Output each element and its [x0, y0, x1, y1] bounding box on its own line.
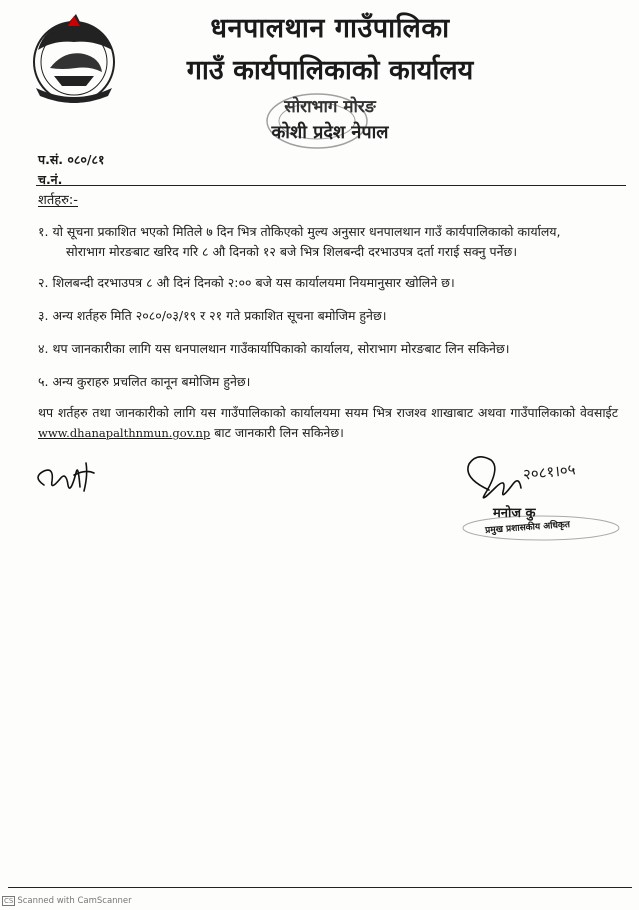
- footer-divider: [8, 887, 632, 888]
- office-name: गाउँ कार्यपालिकाको कार्यालय: [186, 55, 474, 86]
- letter-number: प.सं. ०८०/८१: [38, 152, 105, 167]
- condition-item: [38, 372, 608, 392]
- address-line-2: कोशी प्रदेश नेपाल: [271, 122, 389, 143]
- signature-date: २०८१।०५: [522, 460, 577, 484]
- signer-title: प्रमुख प्रशासकीय अधिकृत: [484, 520, 571, 536]
- condition-item: [38, 222, 608, 262]
- condition-item: [38, 273, 608, 293]
- condition-text: अन्य कुराहरु प्रचलित कानून बमोजिम हुनेछ।: [52, 374, 251, 389]
- condition-item: [38, 339, 608, 359]
- condition-number: ५.: [38, 374, 49, 389]
- scanner-watermark: [2, 896, 132, 906]
- conditions-heading: शर्तहरु:-: [38, 193, 78, 208]
- closing-text-end: बाट जानकारी लिन सकिनेछ।: [214, 425, 344, 440]
- closing-text: थप शर्तहरु तथा जानकारीको लागि यस गाउँपालिकाको कार्यालयमा सयम भित्र राजश्व शाखाबाट अथवा गाउँपालिकाको वेवसाईट: [38, 405, 618, 420]
- dispatch-number: च.नं.: [38, 172, 63, 187]
- signer-name: मनोज कु: [493, 506, 536, 521]
- left-signature: [30, 455, 100, 500]
- condition-number: २.: [38, 275, 49, 290]
- condition-text: थप जानकारीका लागि यस धनपालथान गाउँकार्यापिकाको कार्यालय, सोराभाग मोरङबाट लिन सकिनेछ।: [52, 341, 510, 356]
- condition-text: शिलबन्दी दरभाउपत्र ८ औ दिनं दिनको २:०० बजे यस कार्यालयमा नियमानुसार खोलिने छ।: [52, 275, 455, 290]
- condition-number: ४.: [38, 341, 49, 356]
- condition-item: [38, 306, 608, 326]
- condition-text: यो सूचना प्रकाशित भएको मितिले ७ दिन भित्र तोकिएको मुल्य अनुसार धनपालथान गाउँ कार्यपालिकाको कार्यालय,: [52, 224, 561, 239]
- header-divider: [36, 185, 626, 186]
- scanner-text: Scanned with CamScanner: [17, 896, 132, 906]
- camscanner-icon: CS: [4, 897, 14, 905]
- condition-number: ३.: [38, 308, 49, 323]
- address-line-1: सोराभाग मोरङ: [284, 97, 376, 117]
- nepal-emblem-icon: [24, 10, 124, 110]
- organization-name: धनपालथान गाउँपालिका: [210, 13, 450, 44]
- website-link[interactable]: www.dhanapalthnmun.gov.np: [38, 426, 211, 440]
- condition-number: १.: [38, 224, 49, 239]
- closing-paragraph: [38, 403, 618, 443]
- condition-text: अन्य शर्तहरु मिति २०८०/०३/१९ र २१ गते प्रकाशित सूचना बमोजिम हुनेछ।: [52, 308, 387, 323]
- condition-text-continued: सोराभाग मोरङबाट खरिद गरि ८ औ दिनको १२ बजे भित्र शिलबन्दी दरभाउपत्र दर्ता गराई सक्नु पर्नेछ।: [66, 244, 518, 259]
